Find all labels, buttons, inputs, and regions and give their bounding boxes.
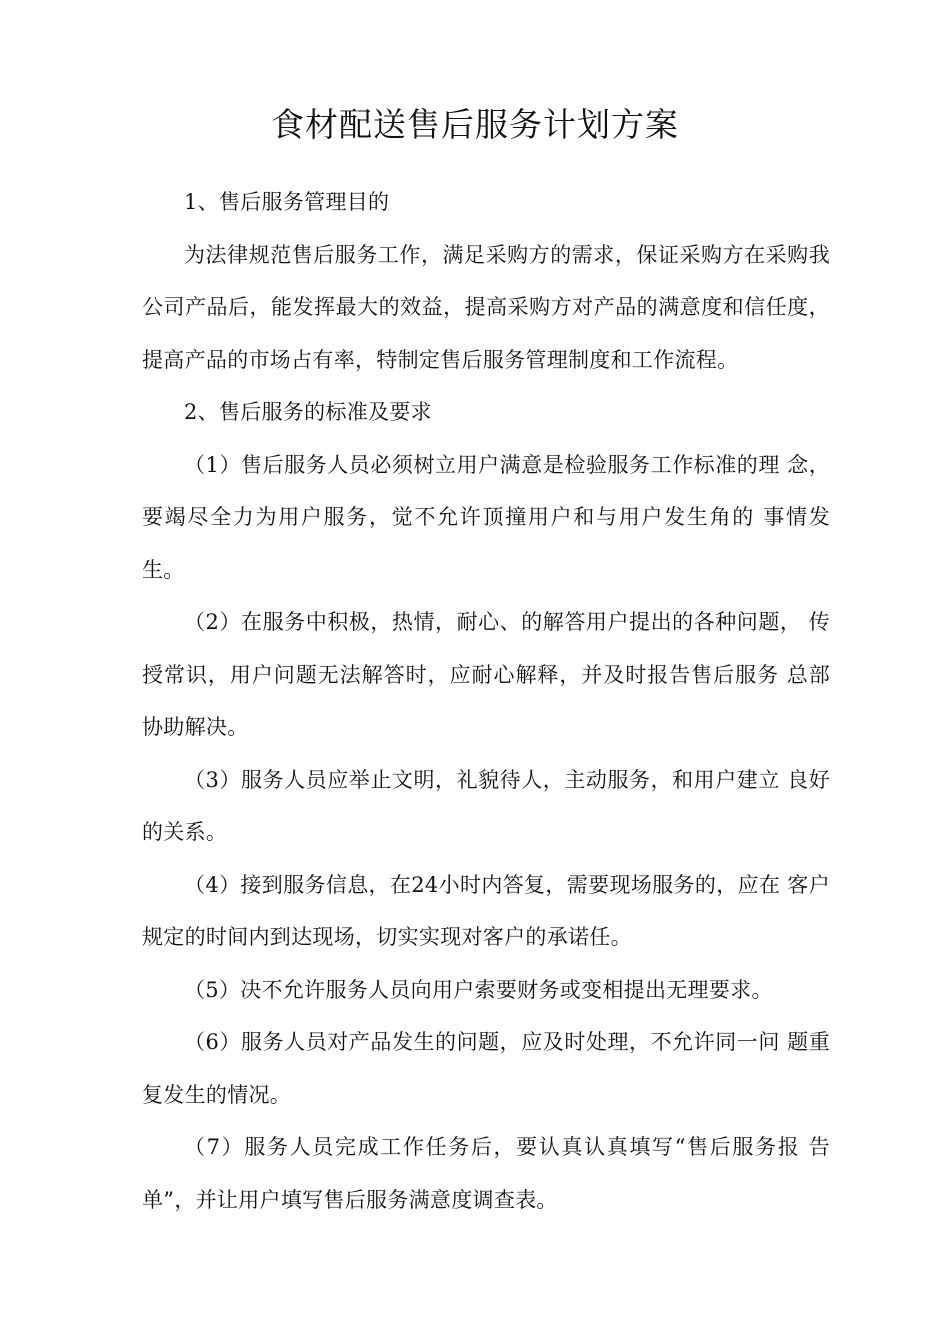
requirement-item-6: （6）服务人员对产品发生的问题，应及时处理，不允许同一问 题重复发生的情况。	[142, 1030, 830, 1107]
requirement-item-7: （7）服务人员完成工作任务后，要认真认真填写“售后服务报 告单”，并让用户填写售后服务满意度调查表。	[142, 1135, 830, 1212]
requirement-item-2: （2）在服务中积极，热情，耐心、的解答用户提出的各种问题， 传授常识，用户问题无法解答时，应耐心解释，并及时报告售后服务 总部协助解决。	[142, 610, 830, 739]
section-heading-1: 1、售后服务管理目的	[184, 190, 390, 214]
requirement-item-1: （1）售后服务人员必须树立用户满意是检验服务工作标准的理 念，要竭尽全力为用户服务，觉不允许顶撞用户和与用户发生角的 事情发生。	[142, 452, 830, 582]
requirement-item-4: （4）接到服务信息，在24小时内答复，需要现场服务的，应在 客户规定的时间内到达现场，切实实现对客户的承诺任。	[142, 872, 830, 949]
document-body	[142, 176, 830, 1226]
requirement-item-3: （3）服务人员应举止文明，礼貌待人，主动服务，和用户建立 良好的关系。	[142, 767, 830, 844]
paragraph-purpose: 为法律规范售后服务工作，满足采购方的需求，保证采购方在采购我公司产品后，能发挥最大的效益，提高采购方对产品的满意度和信任度，提高产品的市场占有率，特制定售后服务管理制度和工作流程。	[142, 242, 830, 372]
document-title: 食材配送售后服务计划方案	[271, 105, 679, 144]
requirement-item-5: （5）决不允许服务人员向用户索要财务或变相提出无理要求。	[184, 977, 773, 1002]
section-heading-2: 2、售后服务的标准及要求	[184, 400, 432, 424]
